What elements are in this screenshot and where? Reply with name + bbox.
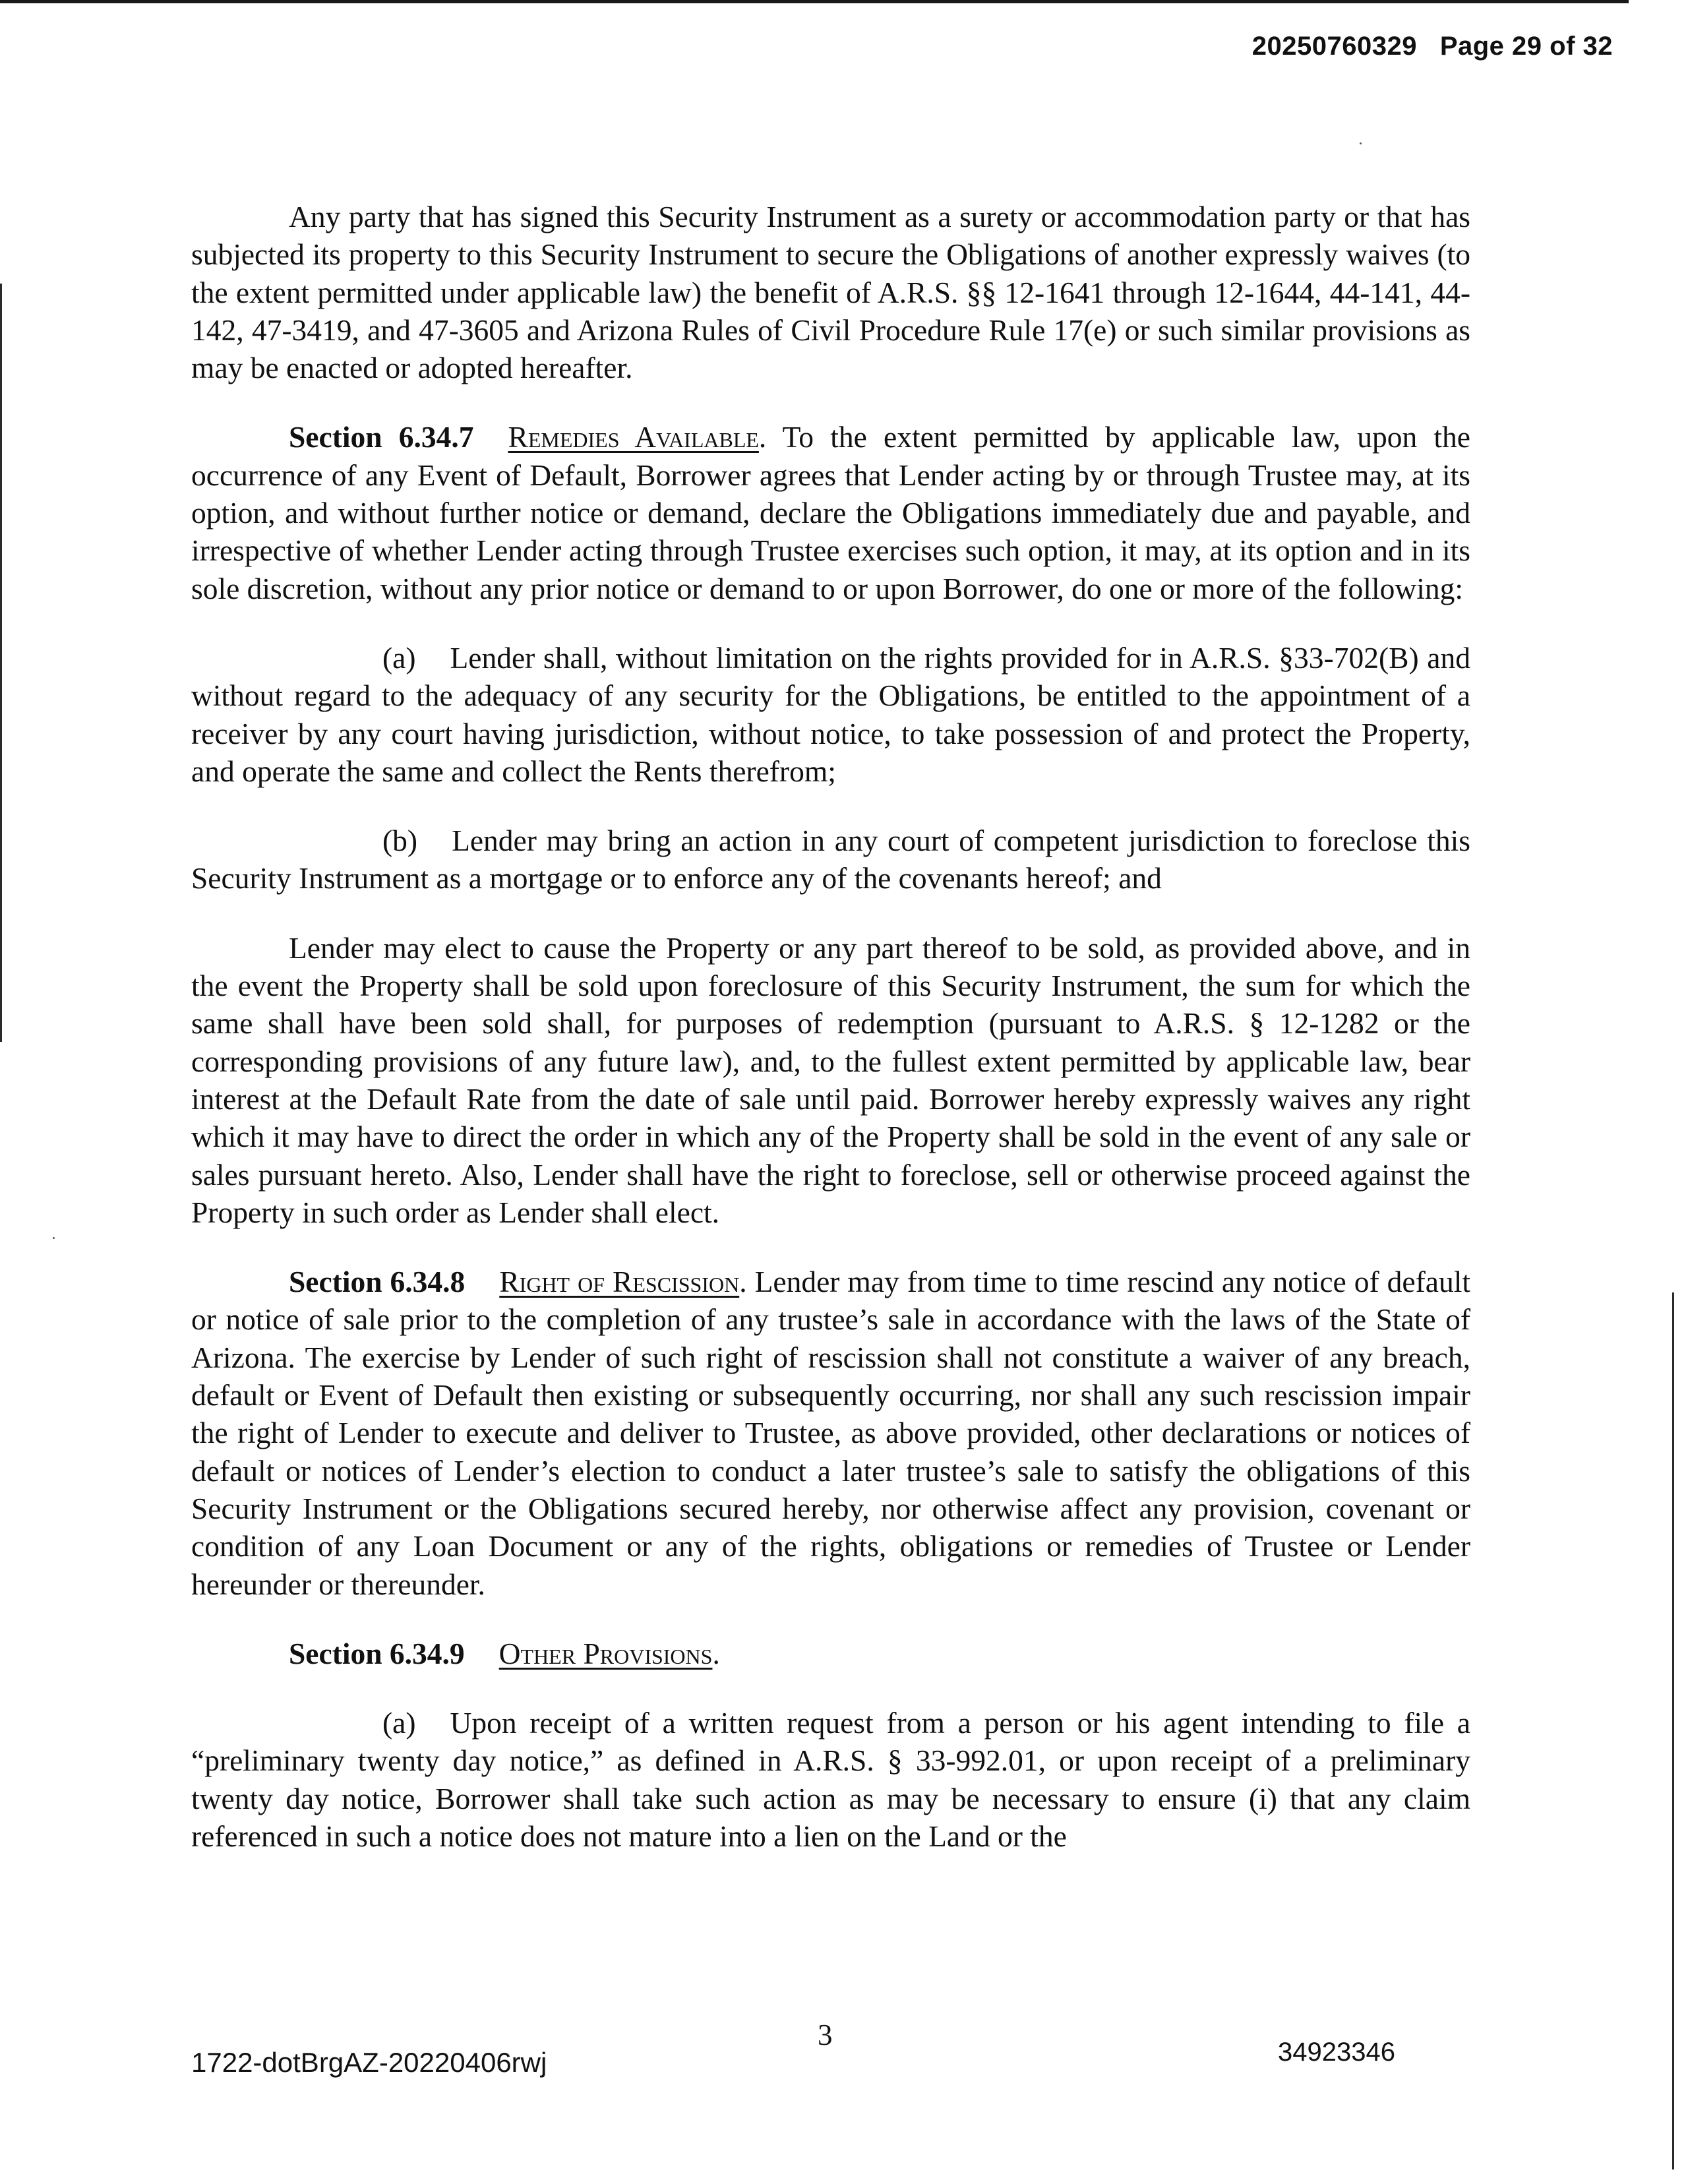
- section-title: Remedies Available: [508, 420, 759, 454]
- subclause-a-receiver: [191, 639, 1470, 790]
- clause-label: (a): [382, 1706, 416, 1740]
- subclause-b-foreclosure: [191, 822, 1470, 897]
- clause-text: Lender may bring an action in any court of competent jurisdiction to foreclose this Security Instrument as a mortgage or to enforce any of the covenants hereof; and: [191, 824, 1470, 895]
- clause-label: (b): [382, 824, 418, 858]
- section-text: . Lender may from time to time rescind any notice of default or notice of sale prior to the completion of any trustee’s sale in accordance with the laws of the State of Arizona. The exercise by Lender of such right of rescission shall not constitute a waiver of any breach, default or Event of Default then existing or subsequently occurring, nor shall any such rescission impair the right of Lender to execute and deliver to Trustee, as above provided, other declarations or notices of default or notices of Lender’s election to conduct a later trustee’s sale to satisfy the obligations of this Security Instrument or the Obligations secured hereby, nor otherwise affect any provision, covenant or condition of any Loan Document or any of the rights, obligations or remedies of Trustee or Lender hereunder or thereunder.: [191, 1265, 1470, 1601]
- section-number: Section 6.34.8: [289, 1265, 466, 1299]
- section-number: Section 6.34.7: [289, 420, 474, 454]
- recording-number: 20250760329: [1251, 32, 1417, 61]
- scan-speck: [53, 1237, 55, 1239]
- surety-waiver-paragraph: Any party that has signed this Security Instrument as a surety or accommodation party or that has subjected its property to this Security Instrument to secure the Obligations of another expressly waives (to the extent permitted under applicable law) the benefit of A.R.S. §§ 12-1641 through 12-1644, 44-141, 44-142, 47-3419, and 47-3605 and Arizona Rules of Civil Procedure Rule 17(e) or such similar provisions as may be enacted or adopted hereafter.: [191, 200, 1470, 385]
- footer-form-code: 1722-dotBrgAZ-20220406rwj: [191, 2047, 547, 2078]
- page-of-label: Page 29 of 32: [1439, 32, 1613, 61]
- scan-left-edge: [0, 284, 2, 1042]
- section-title: Other Provisions: [498, 1636, 713, 1670]
- clause-label: (a): [382, 640, 416, 675]
- clause-text: Upon receipt of a written request from a person or his agent intending to file a “preliminary twenty day notice,” as defined in A.R.S. § 33-992.01, or upon receipt of a preliminary twenty day notice, Borrower shall take such action as may be necessary to ensure (i) that any claim referenced in such a notice does not mature into a lien on the Land or the: [191, 1706, 1470, 1853]
- scan-top-edge: [0, 0, 1629, 3]
- section-text: . To the extent permitted by applicable law, upon the occurrence of any Event of Default, Borrower agrees that Lender acting by or through Trustee may, at its option, and without further notice or demand, declare the Obligations immediately due and payable, and irrespective of whether Lender acting through Trustee exercises such option, it may, at its option and in its sole discretion, without any prior notice or demand to or upon Borrower, do one or more of the following:: [191, 420, 1470, 605]
- footer-document-number: 34923346: [1278, 2038, 1395, 2067]
- clause-text: Lender shall, without limitation on the rights provided for in A.R.S. §33-702(B) and without regard to the adequacy of any security for the Obligations, be entitled to the appointment of a receiver by any court having jurisdiction, without notice, to take possession of and protect the Property, and operate the same and collect the Rents therefrom;: [191, 640, 1470, 788]
- footer-page-number: 3: [818, 2018, 833, 2051]
- section-text: .: [712, 1636, 720, 1670]
- lender-sale-paragraph: Lender may elect to cause the Property or any part thereof to be sold, as provided above, and in the event the Property shall be sold upon foreclosure of this Security Instrument, the sum for which the same shall have been sold shall, for purposes of redemption (pursuant to A.R.S. § 12-1282 or the corresponding provisions of any future law), and, to the fullest extent permitted by applicable law, bear interest at the Default Rate from the date of sale until paid. Borrower hereby expressly waives any right which it may have to direct the order in which any of the Property shall be sold in the event of any sale or sales pursuant hereto. Also, Lender shall have the right to foreclose, sell or otherwise proceed against the Property in such order as Lender shall elect.: [191, 930, 1470, 1229]
- scan-right-edge: [1672, 1292, 1674, 2169]
- section-6-34-9-heading: [191, 1635, 1470, 1672]
- subclause-a-preliminary-notice: [191, 1704, 1470, 1855]
- section-number: Section 6.34.9: [289, 1636, 465, 1670]
- document-body: [191, 198, 1470, 1855]
- section-6-34-7-paragraph: [191, 418, 1470, 607]
- scan-speck: [1360, 142, 1362, 144]
- recording-header: [1252, 32, 1613, 61]
- section-title: Right of Rescission: [499, 1265, 740, 1299]
- section-6-34-8-paragraph: [191, 1263, 1470, 1603]
